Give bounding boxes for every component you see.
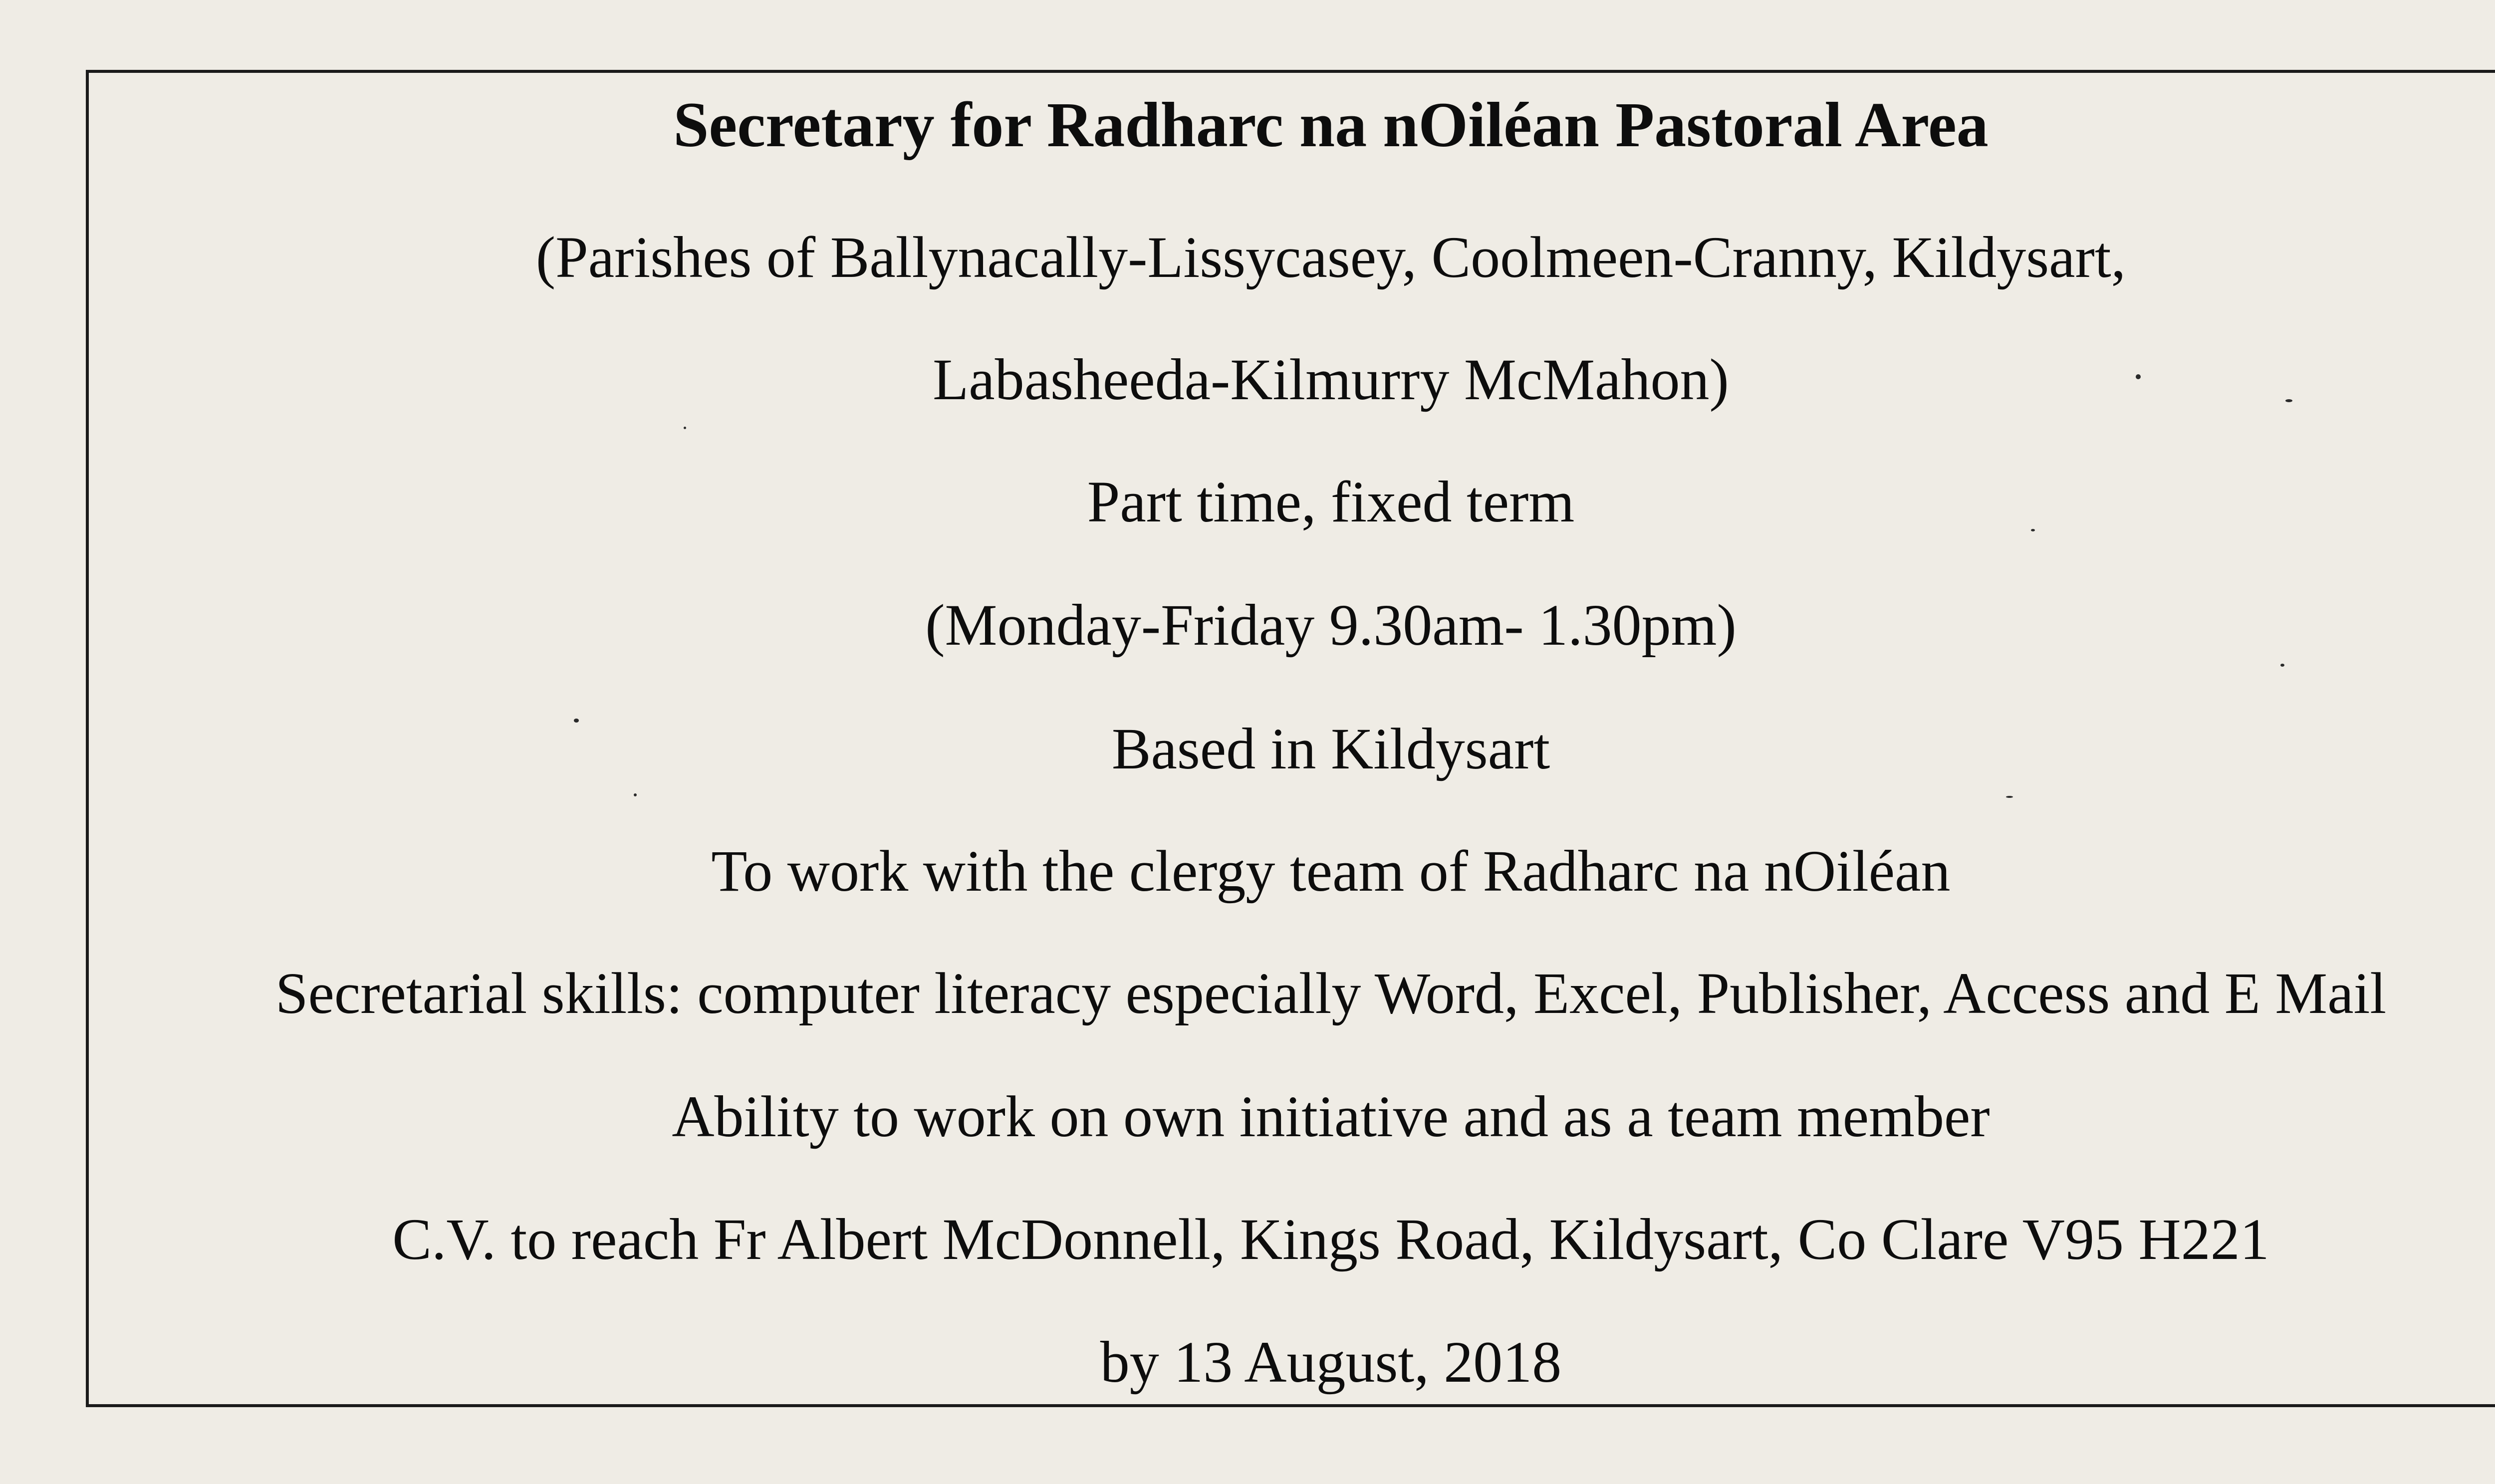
notice-line-location: Based in Kildysart <box>1111 716 1550 781</box>
scan-speck <box>2006 796 2013 798</box>
notice-line-part-time: Part time, fixed term <box>1087 469 1575 534</box>
scan-speck <box>2285 399 2292 402</box>
notice-line-hours: (Monday-Friday 9.30am- 1.30pm) <box>925 592 1737 658</box>
notice-title: Secretary for Radharc na nOiléan Pastoral Area <box>673 89 1989 160</box>
scan-speck <box>2031 529 2035 531</box>
scan-speck <box>574 719 579 723</box>
notice-line-parishes-cont: Labasheeda-Kilmurry McMahon) <box>933 347 1729 412</box>
notice-line-deadline: by 13 August, 2018 <box>1100 1329 1562 1395</box>
notice-line-ability: Ability to work on own initiative and as a team member <box>672 1084 1990 1149</box>
notice-line-cv: C.V. to reach Fr Albert McDonnell, Kings Road, Kildysart, Co Clare V95 H221 <box>392 1207 2269 1272</box>
notice-line-skills: Secretarial skills: computer literacy especially Word, Excel, Publisher, Access and E Mail <box>275 961 2387 1026</box>
scan-speck <box>2280 664 2284 667</box>
notice-line-team: To work with the clergy team of Radharc na nOiléan <box>711 838 1951 904</box>
notice-line-parishes: (Parishes of Ballynacally-Lissycasey, Coolmeen-Cranny, Kildysart, <box>535 225 2126 290</box>
scan-speck <box>634 793 637 796</box>
scan-speck <box>684 427 686 429</box>
job-notice-frame <box>86 70 2495 1407</box>
scan-speck <box>2136 374 2141 379</box>
